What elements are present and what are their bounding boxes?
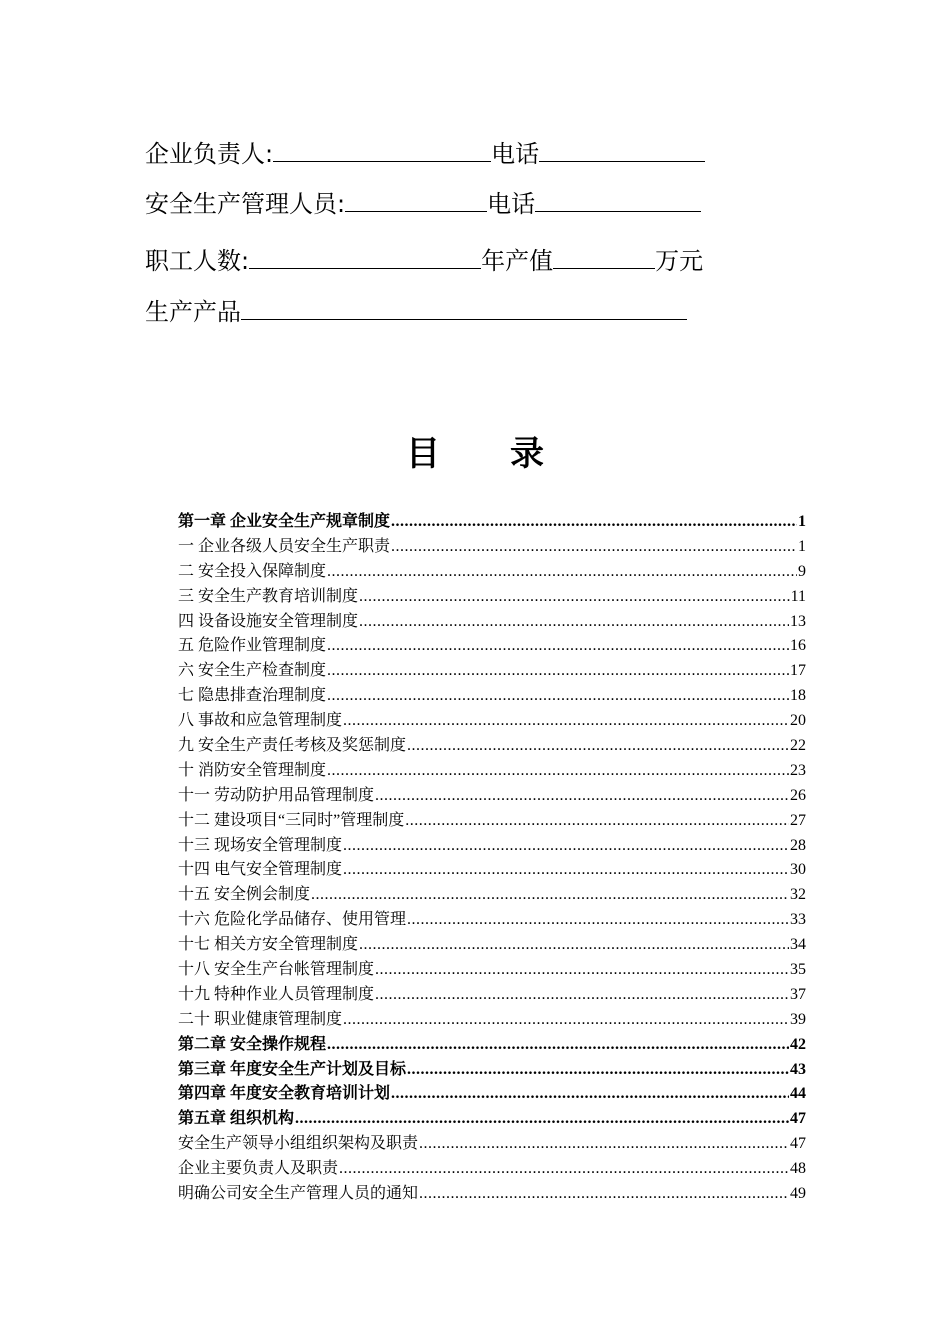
toc-entry-title: 十 消防安全管理制度 xyxy=(178,761,327,779)
toc-leader-dots xyxy=(339,1160,789,1178)
output-value-blank[interactable] xyxy=(553,244,655,269)
toc-title xyxy=(0,432,950,476)
toc-entry-title: 明确公司安全生产管理人员的通知 xyxy=(178,1185,419,1203)
toc-entry-title: 安全生产领导小组组织架构及职责 xyxy=(178,1135,419,1153)
toc-leader-dots xyxy=(327,687,789,705)
company-head-phone-blank[interactable] xyxy=(539,137,705,162)
toc-chapter-entry[interactable] xyxy=(178,1105,806,1130)
toc-entry[interactable] xyxy=(178,608,806,633)
safety-manager-phone-label: 电话 xyxy=(487,190,536,218)
toc-leader-dots xyxy=(327,662,789,680)
toc-entry-title: 十一 劳动防护用品管理制度 xyxy=(178,786,375,804)
toc-entry-page-number: 30 xyxy=(790,861,806,879)
toc-leader-dots xyxy=(359,588,790,606)
toc-leader-dots xyxy=(359,613,789,631)
toc-entry-title: 十八 安全生产台帐管理制度 xyxy=(178,961,375,979)
toc-leader-dots xyxy=(419,1135,789,1153)
safety-manager-row xyxy=(145,187,701,219)
toc-entry[interactable] xyxy=(178,881,806,906)
toc-entry[interactable] xyxy=(178,807,806,832)
toc-leader-dots xyxy=(407,911,789,929)
toc-entry-title: 七 隐患排查治理制度 xyxy=(178,687,327,705)
toc-leader-dots xyxy=(327,1036,789,1054)
toc-entry[interactable] xyxy=(178,981,806,1006)
toc-leader-dots xyxy=(391,1085,789,1103)
toc-leader-dots xyxy=(391,538,797,556)
toc-chapter-entry[interactable] xyxy=(178,508,806,533)
toc-entry-title: 第四章 年度安全教育培训计划 xyxy=(178,1085,391,1103)
toc-entry-page-number: 18 xyxy=(790,687,806,705)
toc-entry-title: 十五 安全例会制度 xyxy=(178,886,311,904)
toc-entry[interactable] xyxy=(178,632,806,657)
toc-entry[interactable] xyxy=(178,732,806,757)
toc-entry-title: 十三 现场安全管理制度 xyxy=(178,836,343,854)
toc-chapter-entry[interactable] xyxy=(178,1031,806,1056)
toc-entry[interactable] xyxy=(178,583,806,608)
products-row xyxy=(145,295,687,327)
toc-entry-title: 三 安全生产教育培训制度 xyxy=(178,587,359,605)
toc-entry[interactable] xyxy=(178,856,806,881)
safety-manager-phone-blank[interactable] xyxy=(535,187,701,212)
toc-leader-dots xyxy=(405,812,789,830)
toc-entry[interactable] xyxy=(178,1006,806,1031)
toc-entry[interactable] xyxy=(178,782,806,807)
staff-count-label: 职工人数: xyxy=(145,247,250,275)
toc-entry-title: 九 安全生产责任考核及奖惩制度 xyxy=(178,737,407,755)
toc-entry-title: 十七 相关方安全管理制度 xyxy=(178,936,359,954)
toc-entry[interactable] xyxy=(178,1130,806,1155)
toc-entry-page-number: 37 xyxy=(790,985,806,1003)
toc-entry-page-number: 13 xyxy=(790,612,806,630)
toc-leader-dots xyxy=(419,1185,789,1203)
toc-entry-title: 六 安全生产检查制度 xyxy=(178,662,327,680)
toc-entry-page-number: 39 xyxy=(790,1010,806,1028)
toc-leader-dots xyxy=(407,1061,789,1079)
toc-entry[interactable] xyxy=(178,707,806,732)
toc-entry[interactable] xyxy=(178,931,806,956)
company-head-label: 企业负责人: xyxy=(145,140,274,168)
toc-entry-page-number: 11 xyxy=(790,587,806,605)
toc-entry-page-number: 42 xyxy=(790,1035,806,1053)
toc-entry[interactable] xyxy=(178,1155,806,1180)
toc-entry[interactable] xyxy=(178,956,806,981)
toc-chapter-entry[interactable] xyxy=(178,1080,806,1105)
toc-entry-page-number: 17 xyxy=(790,662,806,680)
toc-entry-page-number: 1 xyxy=(798,537,806,555)
toc-leader-dots xyxy=(375,787,789,805)
toc-entry-page-number: 26 xyxy=(790,786,806,804)
toc-leader-dots xyxy=(359,936,789,954)
toc-leader-dots xyxy=(375,961,789,979)
toc-entry-page-number: 35 xyxy=(790,961,806,979)
toc-entry-title: 四 设备设施安全管理制度 xyxy=(178,612,359,630)
toc-leader-dots xyxy=(327,762,789,780)
toc-leader-dots xyxy=(343,861,789,879)
toc-entry-page-number: 34 xyxy=(790,936,806,954)
toc-entry-title: 第五章 组织机构 xyxy=(178,1110,295,1128)
company-head-row xyxy=(145,137,705,169)
toc-entry-page-number: 9 xyxy=(798,562,806,580)
toc-entry-title: 一 企业各级人员安全生产职责 xyxy=(178,537,391,555)
toc-entry-page-number: 43 xyxy=(790,1060,806,1078)
toc-entry[interactable] xyxy=(178,657,806,682)
company-head-blank[interactable] xyxy=(273,137,491,162)
toc-leader-dots xyxy=(343,1011,789,1029)
toc-entry[interactable] xyxy=(178,533,806,558)
toc-leader-dots xyxy=(407,737,789,755)
toc-entry-title: 十九 特种作业人员管理制度 xyxy=(178,985,375,1003)
safety-manager-label: 安全生产管理人员: xyxy=(145,190,346,218)
products-blank[interactable] xyxy=(241,295,687,320)
toc-entry-title: 二十 职业健康管理制度 xyxy=(178,1010,343,1028)
toc-entry-page-number: 1 xyxy=(798,513,806,530)
toc-entry-title: 第三章 年度安全生产计划及目标 xyxy=(178,1060,407,1078)
products-label: 生产产品 xyxy=(145,298,241,326)
output-value-label: 年产值 xyxy=(481,247,554,275)
toc-entry-title: 八 事故和应急管理制度 xyxy=(178,712,343,730)
toc-leader-dots xyxy=(343,712,789,730)
toc-leader-dots xyxy=(391,513,797,531)
toc-title-part2: 录 xyxy=(510,434,544,474)
company-head-phone-label: 电话 xyxy=(491,140,540,168)
toc-entry-page-number: 32 xyxy=(790,886,806,904)
output-unit-label: 万元 xyxy=(655,247,704,275)
toc-entry-title: 十二 建设项目“三同时”管理制度 xyxy=(178,811,405,829)
toc-leader-dots xyxy=(327,563,797,581)
toc-leader-dots xyxy=(311,886,789,904)
safety-manager-blank[interactable] xyxy=(345,187,487,212)
toc-entry-page-number: 28 xyxy=(790,836,806,854)
toc-entry-page-number: 48 xyxy=(790,1160,806,1178)
staff-count-row xyxy=(145,244,703,276)
toc-entry-page-number: 47 xyxy=(790,1135,806,1153)
toc-entry-page-number: 27 xyxy=(790,811,806,829)
toc-entry-title: 十六 危险化学品储存、使用管理 xyxy=(178,911,407,929)
toc-entry-page-number: 33 xyxy=(790,911,806,929)
toc-entry-page-number: 16 xyxy=(790,637,806,655)
toc-entry[interactable] xyxy=(178,906,806,931)
toc-chapter-entry[interactable] xyxy=(178,1056,806,1081)
table-of-contents xyxy=(178,508,806,1205)
toc-entry-title: 二 安全投入保障制度 xyxy=(178,562,327,580)
toc-entry[interactable] xyxy=(178,682,806,707)
toc-leader-dots xyxy=(327,637,789,655)
toc-entry-page-number: 20 xyxy=(790,712,806,730)
toc-entry-title: 第二章 安全操作规程 xyxy=(178,1035,327,1053)
toc-entry[interactable] xyxy=(178,558,806,583)
toc-entry-page-number: 22 xyxy=(790,737,806,755)
toc-entry-page-number: 44 xyxy=(790,1085,806,1103)
toc-entry-page-number: 47 xyxy=(790,1110,806,1128)
toc-leader-dots xyxy=(375,986,789,1004)
toc-entry[interactable] xyxy=(178,1180,806,1205)
toc-entry-title: 企业主要负责人及职责 xyxy=(178,1160,339,1178)
toc-entry-page-number: 49 xyxy=(790,1185,806,1203)
toc-entry-title: 十四 电气安全管理制度 xyxy=(178,861,343,879)
toc-entry-title: 五 危险作业管理制度 xyxy=(178,637,327,655)
toc-leader-dots xyxy=(295,1110,789,1128)
toc-leader-dots xyxy=(343,837,789,855)
toc-entry[interactable] xyxy=(178,832,806,857)
toc-entry[interactable] xyxy=(178,757,806,782)
toc-entry-title: 第一章 企业安全生产规章制度 xyxy=(178,513,391,530)
staff-count-blank[interactable] xyxy=(249,244,481,269)
toc-entry-page-number: 23 xyxy=(790,761,806,779)
toc-title-part1: 目 xyxy=(406,434,440,474)
